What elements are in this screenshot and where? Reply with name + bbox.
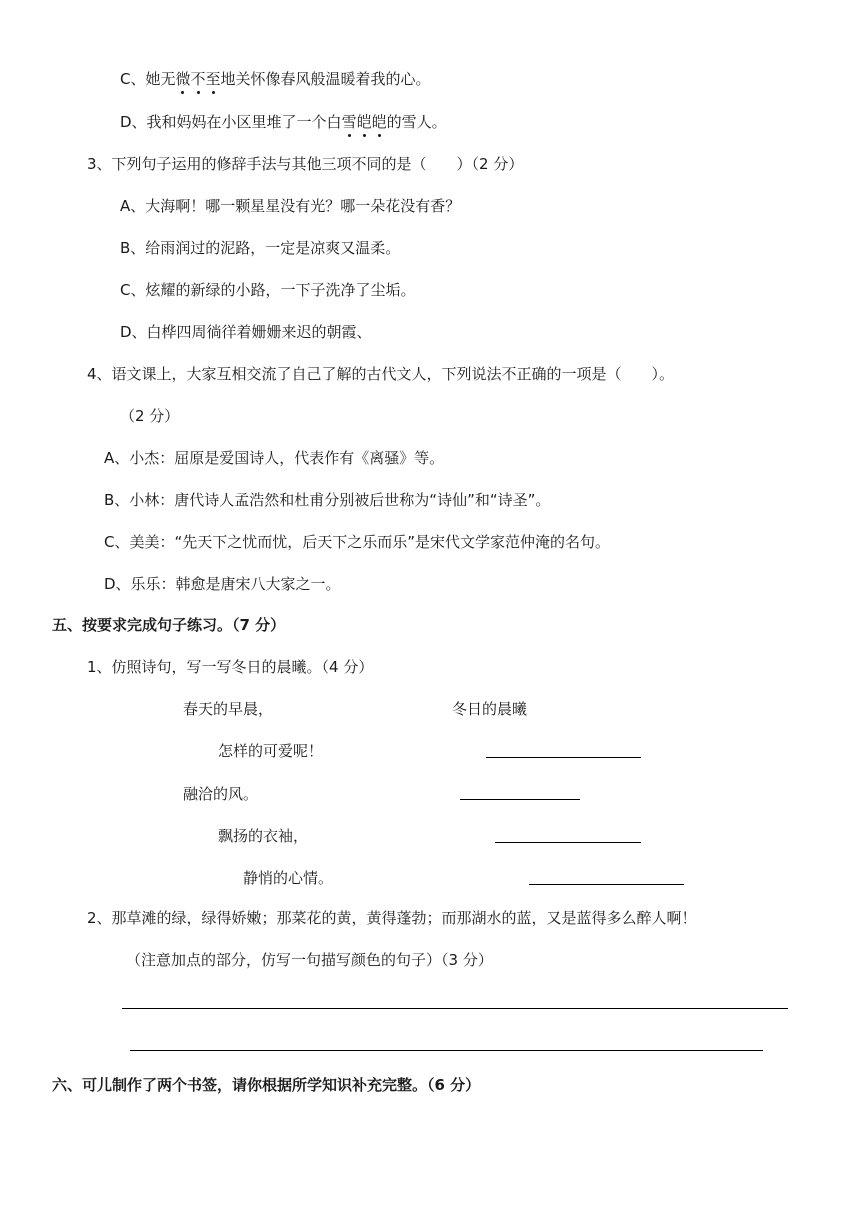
poem-line-3: 融洽的风。 <box>183 785 259 803</box>
q3-option-a: A、大海啊！哪一颗星星没有光？哪一朵花没有香？ <box>120 197 461 215</box>
poem-line-1: 春天的早晨， <box>183 700 274 718</box>
poem-answer-blank-2[interactable] <box>460 799 580 800</box>
q3-option-c: C、炫耀的新绿的小路，一下子洗净了尘垢。 <box>120 281 416 299</box>
poem-line-5: 静悄的心情。 <box>243 869 334 887</box>
s5-q2-answer-line-2[interactable] <box>130 1050 763 1051</box>
q4-option-b: B、小林：唐代诗人孟浩然和杜甫分别被后世称为“诗仙”和“诗圣”。 <box>104 491 551 509</box>
poem-line-4: 飘扬的衣袖， <box>218 827 309 845</box>
s5-q2-stem: 2、那草滩的绿，绿得娇嫩；那菜花的黄，黄得蓬勃；而那湖水的蓝，又是蓝得多么醉人啊！ <box>87 909 697 927</box>
prev-option-d: D、我和妈妈在小区里堆了一个白雪皑皑的雪人。 <box>120 113 447 131</box>
q3-stem: 3、下列句子运用的修辞手法与其他三项不同的是（ ）（2 分） <box>87 155 524 173</box>
prev-option-c: C、她无微不至地关怀像春风般温暖着我的心。 <box>120 70 431 88</box>
q4-option-d: D、乐乐：韩愈是唐宋八大家之一。 <box>104 575 341 593</box>
poem-answer-blank-1[interactable] <box>486 757 641 758</box>
q4-option-c: C、美美：“先天下之忧而忧，后天下之乐而乐”是宋代文学家范仲淹的名句。 <box>104 533 611 551</box>
q4-stem: 4、语文课上，大家互相交流了自己了解的古代文人，下列说法不正确的一项是（ ）。 <box>87 365 675 383</box>
s5-q2-note: （注意加点的部分，仿写一句描写颜色的句子）（3 分） <box>126 951 493 969</box>
s5-q2-answer-line-1[interactable] <box>122 1008 788 1009</box>
section6-title: 六、可儿制作了两个书签，请你根据所学知识补充完整。（6 分） <box>52 1076 481 1094</box>
q3-option-b: B、给雨润过的泥路，一定是凉爽又温柔。 <box>120 239 401 257</box>
q4-option-a: A、小杰：屈原是爱国诗人，代表作有《离骚》等。 <box>104 449 445 467</box>
poem-line-2: 怎样的可爱呢！ <box>218 742 324 760</box>
poem-answer-blank-3[interactable] <box>495 842 641 843</box>
poem-answer-blank-4[interactable] <box>529 884 684 885</box>
s5-q1-stem: 1、仿照诗句，写一写冬日的晨曦。（4 分） <box>87 658 374 676</box>
section5-title: 五、按要求完成句子练习。（7 分） <box>52 616 286 634</box>
q4-score: （2 分） <box>120 407 180 425</box>
poem-right-title: 冬日的晨曦 <box>452 700 528 718</box>
q3-option-d: D、白桦四周徜徉着姗姗来迟的朝霞、 <box>120 323 372 341</box>
